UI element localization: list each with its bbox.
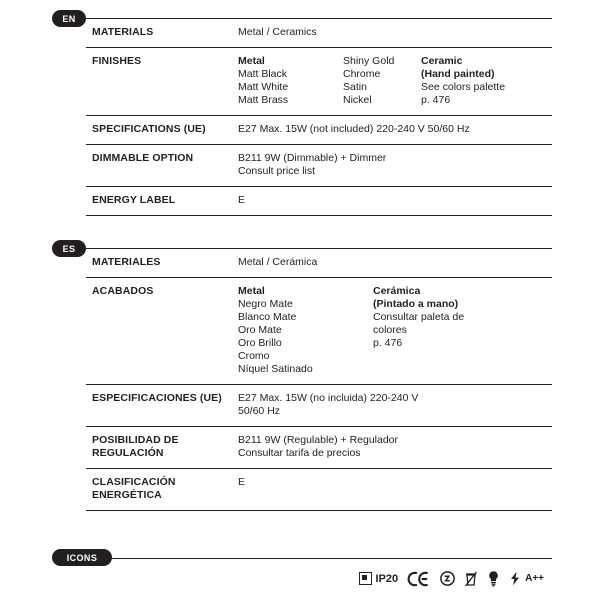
- column-line: Matt White: [238, 81, 289, 93]
- value-line: Consult price list: [238, 165, 316, 177]
- ce-mark-icon: [407, 571, 431, 587]
- language-badge-en: EN: [52, 10, 86, 27]
- row-value: [238, 434, 552, 460]
- ip20-label: IP20: [375, 572, 399, 585]
- row-value: [238, 55, 552, 107]
- value-line: Consultar tarifa de precios: [238, 447, 361, 459]
- table-row: [86, 469, 552, 511]
- specs-table-es: [86, 248, 552, 511]
- column-heading: Metal: [238, 55, 265, 67]
- column-line: Oro Brillo: [238, 337, 282, 349]
- value-lines: [238, 434, 552, 460]
- finish-column-ceramic: [373, 285, 552, 376]
- row-value: [238, 123, 552, 136]
- ip20-icon: [359, 572, 398, 585]
- table-row: [86, 278, 552, 385]
- icons-strip: [86, 558, 552, 598]
- column-subheading: (Pintado a mano): [373, 298, 459, 310]
- column-line: Matt Brass: [238, 94, 289, 106]
- column-line: Oro Mate: [238, 324, 282, 336]
- row-label: ACABADOS: [92, 285, 154, 297]
- bulb-not-included-icon: [487, 570, 500, 587]
- row-label: FINISHES: [92, 55, 142, 67]
- class-2-icon: [440, 571, 455, 586]
- row-value: [238, 194, 552, 207]
- column-heading: Cerámica: [373, 285, 421, 297]
- value-text: Metal / Cerámica: [238, 256, 318, 268]
- finish-column-metal-cont: [343, 55, 421, 107]
- column-heading: Metal: [238, 285, 265, 297]
- column-line: Shiny Gold: [343, 55, 395, 67]
- row-label: CLASIFICACIÓN ENERGÉTICA: [92, 476, 176, 501]
- value-line: B211 9W (Dimmable) + Dimmer: [238, 152, 387, 164]
- column-line: Níquel Satinado: [238, 363, 313, 375]
- table-row: [86, 427, 552, 469]
- column-line: p. 476: [373, 337, 403, 349]
- value-lines: [238, 152, 552, 178]
- table-row: [86, 116, 552, 145]
- value-line: E27 Max. 15W (no incluida) 220-240 V: [238, 392, 419, 404]
- column-line: Consultar paleta de: [373, 311, 465, 323]
- class-2-svg: [440, 571, 455, 586]
- row-label: MATERIALS: [92, 26, 154, 38]
- section-badge-icons: ICONS: [52, 549, 112, 566]
- energy-class-icon: [509, 571, 544, 586]
- table-row: [86, 48, 552, 116]
- table-row: [86, 249, 552, 278]
- energy-arrow-svg: [509, 571, 522, 586]
- column-line: Negro Mate: [238, 298, 293, 310]
- row-label: MATERIALES: [92, 256, 161, 268]
- bulb-svg: [487, 570, 500, 587]
- row-label: DIMMABLE OPTION: [92, 152, 194, 164]
- row-value: [238, 476, 552, 502]
- row-label: SPECIFICATIONS (UE): [92, 123, 206, 135]
- value-text: E: [238, 194, 246, 206]
- table-row: [86, 385, 552, 427]
- value-line: 50/60 Hz: [238, 405, 281, 417]
- column-line: Blanco Mate: [238, 311, 297, 323]
- column-line: Chrome: [343, 68, 381, 80]
- no-waste-bin-icon: [464, 571, 478, 587]
- column-subheading: (Hand painted): [421, 68, 495, 80]
- column-heading: Ceramic: [421, 55, 463, 67]
- row-value: [238, 26, 552, 39]
- ce-mark-svg: [407, 571, 431, 587]
- language-badge-es: ES: [52, 240, 86, 257]
- row-value: [238, 285, 552, 376]
- column-line: Matt Black: [238, 68, 288, 80]
- row-value: [238, 392, 552, 418]
- row-label: POSIBILIDAD DE REGULACIÓN: [92, 434, 179, 459]
- ip-rating-box-icon: [359, 572, 372, 585]
- column-line: See colors palette: [421, 81, 506, 93]
- row-label: ESPECIFICACIONES (UE): [92, 392, 222, 404]
- row-value: [238, 152, 552, 178]
- column-line: Satin: [343, 81, 367, 93]
- value-text: Metal / Ceramics: [238, 26, 317, 38]
- row-label: ENERGY LABEL: [92, 194, 176, 206]
- column-line: colores: [373, 324, 407, 336]
- specs-table-en: [86, 18, 552, 216]
- value-text: E: [238, 476, 246, 488]
- finish-column-metal: [238, 55, 343, 107]
- column-line: p. 476: [421, 94, 451, 106]
- no-waste-bin-svg: [464, 571, 478, 587]
- column-line: Cromo: [238, 350, 270, 362]
- table-row: [86, 19, 552, 48]
- finish-column-metal: [238, 285, 373, 376]
- column-line: Nickel: [343, 94, 372, 106]
- value-line: B211 9W (Regulable) + Regulador: [238, 434, 399, 446]
- table-row: [86, 187, 552, 216]
- table-row: [86, 145, 552, 187]
- value-lines: [238, 392, 552, 418]
- value-text: E27 Max. 15W (not included) 220-240 V 50/60 Hz: [238, 123, 470, 135]
- energy-class-label: A++: [525, 573, 544, 584]
- row-value: [238, 256, 552, 269]
- finish-column-ceramic: [421, 55, 552, 107]
